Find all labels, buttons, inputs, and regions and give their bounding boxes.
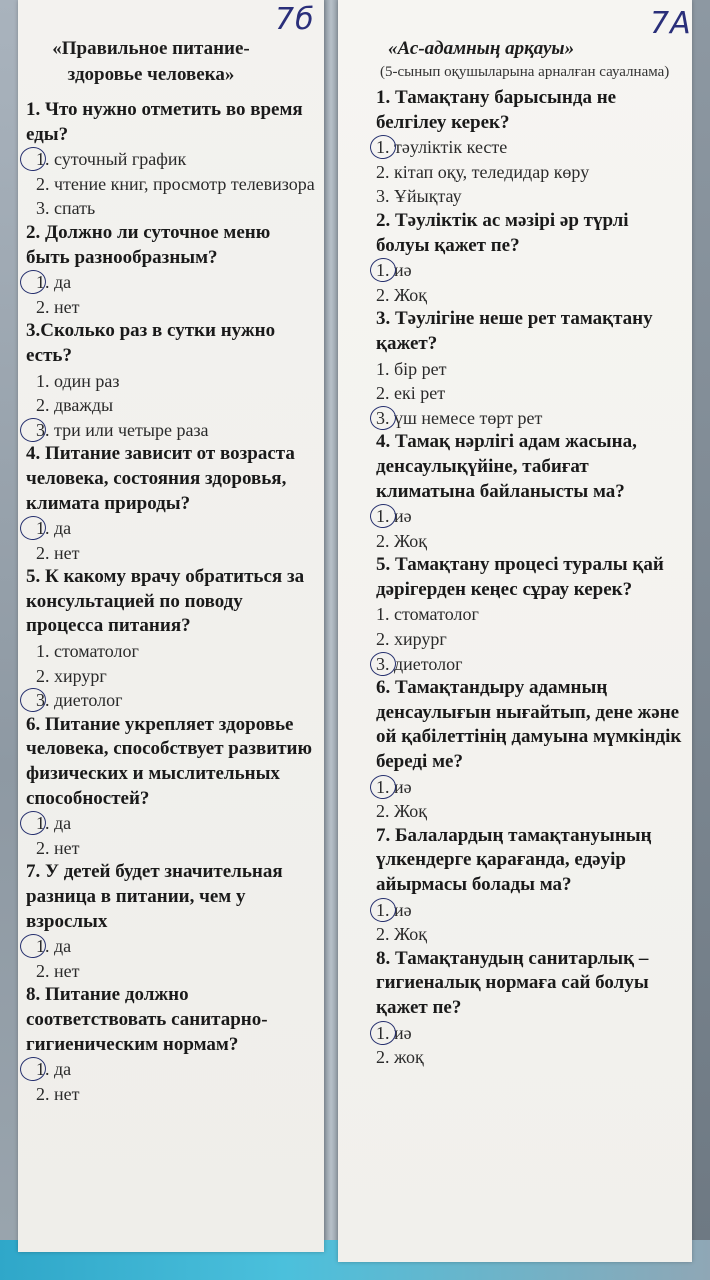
answer-option-label: 2. хирург (376, 629, 447, 650)
answer-option-label: 3. Ұйықтау (376, 186, 462, 207)
answer-option[interactable] (26, 1082, 316, 1107)
answer-option-label: 3. три или четыре раза (36, 419, 209, 440)
question-text: 5. К какому врачу обратиться за консультацией по поводу процесса питания? (26, 566, 305, 637)
answer-option[interactable] (26, 393, 316, 418)
answer-option[interactable] (376, 357, 686, 382)
answer-option[interactable] (26, 934, 316, 959)
question-text: 6. Тамақтандыру адамның денсаулығын нығайтып, дене және ой қабілеттінің дамуына мүмкіндік береді ме? (376, 677, 682, 773)
question-text: 4. Тамақ нәрлігі адам жасына, денсаулықүйіне, табиғат климатына байланысты ма? (376, 431, 637, 502)
question-list (376, 86, 686, 1070)
answer-option[interactable] (26, 959, 316, 984)
answer-option[interactable] (376, 160, 686, 185)
question-text: 3.Сколько раз в сутки нужно есть? (26, 320, 276, 366)
answer-option[interactable] (376, 775, 686, 800)
answer-option[interactable] (376, 381, 686, 406)
answer-option[interactable] (376, 529, 686, 554)
question-text: 5. Тамақтану процесі туралы қай дәрігерден кеңес сұрау керек? (376, 554, 664, 600)
answer-option-label: 1. иә (376, 260, 412, 281)
answer-option-label: 1. да (36, 518, 72, 539)
answer-option-label: 1. суточный график (36, 149, 187, 170)
question-text: 2. Должно ли суточное меню быть разнообразным? (26, 221, 271, 268)
answer-option-label: 1. стоматолог (36, 641, 139, 662)
answer-option-label: 1. один раз (36, 370, 120, 391)
question-text: 1. Тамақтану барысында не белгілеу керек? (376, 87, 617, 133)
answer-option-label: 2. хирург (36, 665, 107, 686)
answer-option[interactable] (376, 184, 686, 209)
question-text: 2. Тәуліктік ас мәзірі әр түрлі болуы қажет пе? (376, 209, 629, 256)
answer-option[interactable] (26, 270, 316, 295)
answer-option-label: 1. иә (376, 1022, 412, 1043)
answer-option[interactable] (26, 1057, 316, 1082)
answer-option[interactable] (26, 147, 316, 172)
class-mark-left: 7б (275, 2, 315, 37)
answer-option-label: 2. нет (36, 542, 80, 563)
answer-option-label: 1. иә (376, 506, 412, 527)
answer-option[interactable] (376, 504, 686, 529)
survey-subtitle: (5-сынып оқушыларына арналған сауалнама) (380, 64, 670, 80)
answer-option-label: 2. нет (36, 296, 80, 317)
survey-title: «Правильное питание- здоровье человека» (52, 38, 250, 85)
answer-option[interactable] (26, 418, 316, 443)
survey-column-kazakh (376, 36, 686, 1070)
answer-option[interactable] (26, 639, 316, 664)
background-right (690, 0, 710, 1280)
question-text: 4. Питание зависит от возраста человека, состояния здоровья, климата природы? (26, 443, 295, 514)
answer-option[interactable] (376, 1021, 686, 1046)
answer-option-label: 3. диетолог (36, 690, 123, 711)
answer-option-label: 2. дважды (36, 395, 114, 416)
answer-option[interactable] (26, 172, 316, 197)
answer-option[interactable] (26, 688, 316, 713)
answer-option[interactable] (376, 258, 686, 283)
answer-option-label: 2. нет (36, 960, 80, 981)
answer-option[interactable] (376, 406, 686, 431)
answer-option-label: 2. нет (36, 1083, 80, 1104)
answer-option[interactable] (376, 652, 686, 677)
answer-option-label: 2. чтение книг, просмотр телевизора (36, 173, 315, 194)
question-text: 6. Питание укрепляет здоровье человека, способствует развитию физических и мыслительных способностей? (26, 713, 313, 809)
survey-title: «Ас-адамның арқауы» (388, 38, 575, 59)
answer-option-label: 1. иә (376, 776, 412, 797)
answer-option[interactable] (376, 898, 686, 923)
question-list (26, 98, 316, 1106)
answer-option-label: 1. тәуліктік кесте (376, 137, 508, 158)
answer-option[interactable] (26, 516, 316, 541)
answer-option-label: 1. стоматолог (376, 604, 479, 625)
answer-option[interactable] (26, 196, 316, 221)
answer-option-label: 2. Жоқ (376, 284, 427, 305)
question-text: 8. Питание должно соответствовать санитарно-гигиеническим нормам? (26, 984, 268, 1055)
answer-option-label: 1. иә (376, 899, 412, 920)
class-mark-right: 7А (650, 6, 692, 41)
answer-option-label: 2. жоқ (376, 1047, 424, 1068)
answer-option-label: 2. Жоқ (376, 924, 427, 945)
question-text: 7. Балалардың тамақтануының үлкендерге қарағанда, едәуір айырмасы болады ма? (376, 824, 652, 895)
answer-option-label: 1. да (36, 936, 72, 957)
answer-option-label: 3. диетолог (376, 653, 463, 674)
answer-option-label: 2. кітап оқу, теледидар көру (376, 161, 590, 182)
answer-option[interactable] (376, 602, 686, 627)
answer-option-label: 1. бір рет (376, 358, 447, 379)
answer-option[interactable] (26, 369, 316, 394)
answer-option[interactable] (376, 1045, 686, 1070)
survey-column-russian (26, 36, 316, 1106)
answer-option-label: 2. нет (36, 837, 80, 858)
answer-option[interactable] (26, 836, 316, 861)
answer-option-label: 3. үш немесе төрт рет (376, 407, 543, 428)
answer-option[interactable] (26, 664, 316, 689)
question-text: 8. Тамақтанудың санитарлық – гигиеналық нормаға сай болуы қажет пе? (376, 947, 649, 1018)
answer-option-label: 2. Жоқ (376, 530, 427, 551)
answer-option-label: 1. да (36, 272, 72, 293)
question-text: 3. Тәулігіне неше рет тамақтану қажет? (376, 308, 653, 354)
answer-option-label: 2. Жоқ (376, 801, 427, 822)
answer-option[interactable] (26, 811, 316, 836)
question-text: 1. Что нужно отметить во время еды? (26, 99, 303, 145)
answer-option[interactable] (26, 295, 316, 320)
answer-option[interactable] (376, 922, 686, 947)
answer-option-label: 1. да (36, 813, 72, 834)
answer-option[interactable] (376, 627, 686, 652)
answer-option-label: 3. спать (36, 198, 96, 219)
answer-option-label: 1. да (36, 1059, 72, 1080)
answer-option[interactable] (376, 283, 686, 308)
answer-option[interactable] (376, 799, 686, 824)
answer-option[interactable] (376, 135, 686, 160)
answer-option-label: 2. екі рет (376, 383, 446, 404)
answer-option[interactable] (26, 541, 316, 566)
question-text: 7. У детей будет значительная разница в питании, чем у взрослых (26, 861, 283, 932)
